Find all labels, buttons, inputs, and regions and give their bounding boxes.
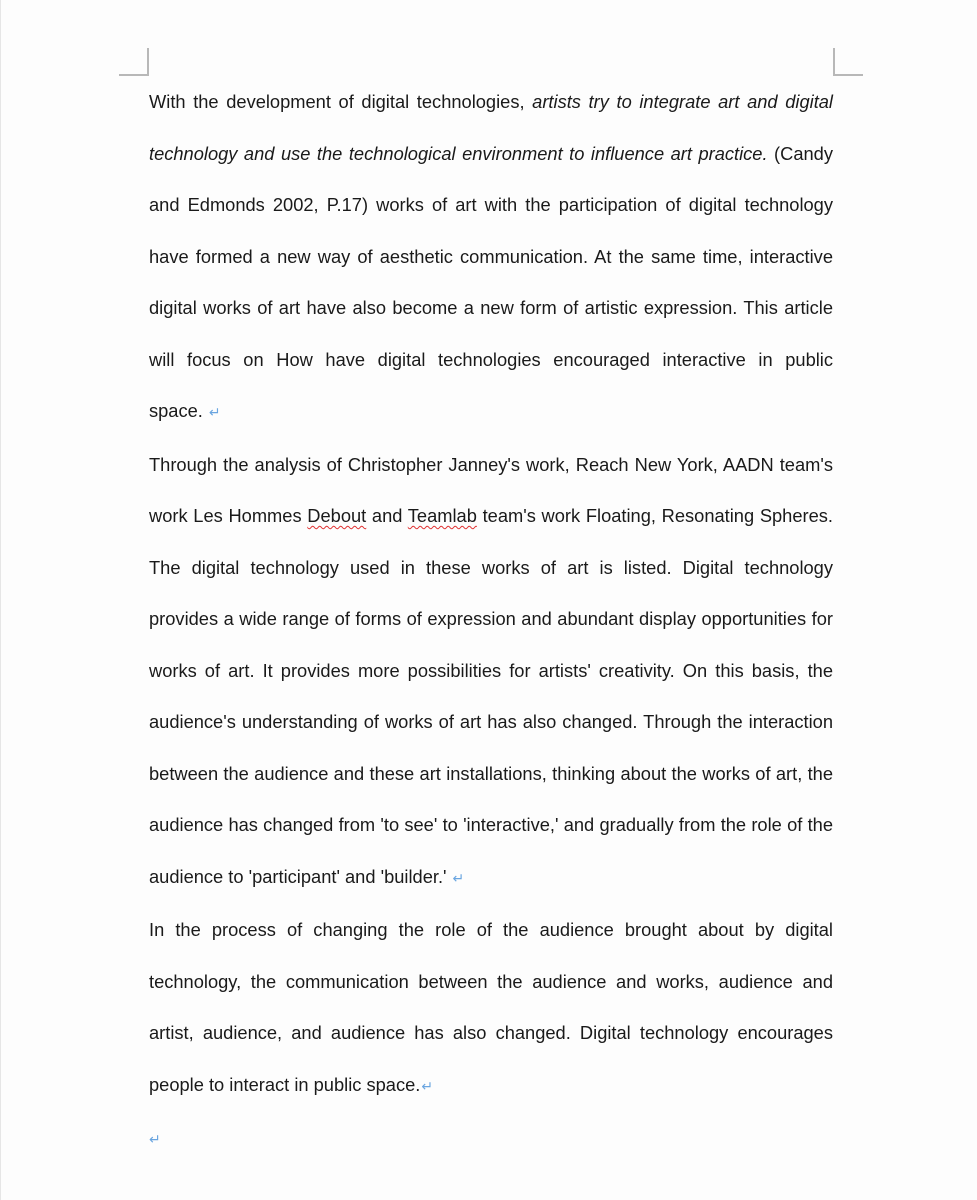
paragraph-mark-icon: ↵ [149, 1131, 161, 1147]
paragraph-3[interactable] [149, 904, 833, 1112]
paragraph-mark-icon: ↵ [421, 1077, 434, 1094]
misspelled-word[interactable]: Teamlab [407, 505, 477, 526]
paragraph-2[interactable] [149, 439, 833, 905]
misspelled-word[interactable]: Debout [307, 505, 367, 526]
paragraph-mark-icon: ↵ [452, 869, 465, 886]
paragraph-1[interactable] [149, 76, 833, 439]
text-run: With the development of digital technologies, [149, 91, 533, 112]
document-body[interactable] [149, 76, 833, 1164]
crop-mark-top-right [833, 48, 863, 76]
text-run: and [366, 505, 408, 526]
text-run: (Candy and Edmonds 2002, P.17) works of art with the participation of digital technology have formed a new way of aesthetic communication. At the same time, interactive digital works of art have also become a new form of artistic expression. This article will focus on How have digital technologies encouraged interactive in public space. [149, 142, 833, 421]
empty-paragraph[interactable] [149, 1112, 833, 1164]
paragraph-mark-icon: ↵ [208, 404, 221, 420]
crop-mark-top-left [119, 48, 149, 76]
text-run: In the process of changing the role of the audience brought about by digital technology, the communication between the audience and works, audience and artist, audience, and audience has also changed. Digital technology encourages people to interact in public space. [149, 919, 833, 1095]
text-run: team's work Floating, Resonating Spheres. The digital technology used in these works of art is listed. Digital technology provides a wide range of forms of expression and abundant display opportunities for works of art. It provides more possibilities for artists' creativity. On this basis, the audience's understanding of works of art has also changed. Through the interaction between the audience and these art installations, thinking about the works of art, the audience has changed from 'to see' to 'interactive,' and gradually from the role of the audience to 'participant' and 'builder.' [149, 505, 833, 887]
italic-text-run: artists try to integrate art and digital technology and use the technological environment to influence art practice. [149, 91, 833, 164]
text-run: Through the analysis of Christopher Janney's work, Reach New York, AADN team's work Les Hommes [149, 453, 833, 526]
